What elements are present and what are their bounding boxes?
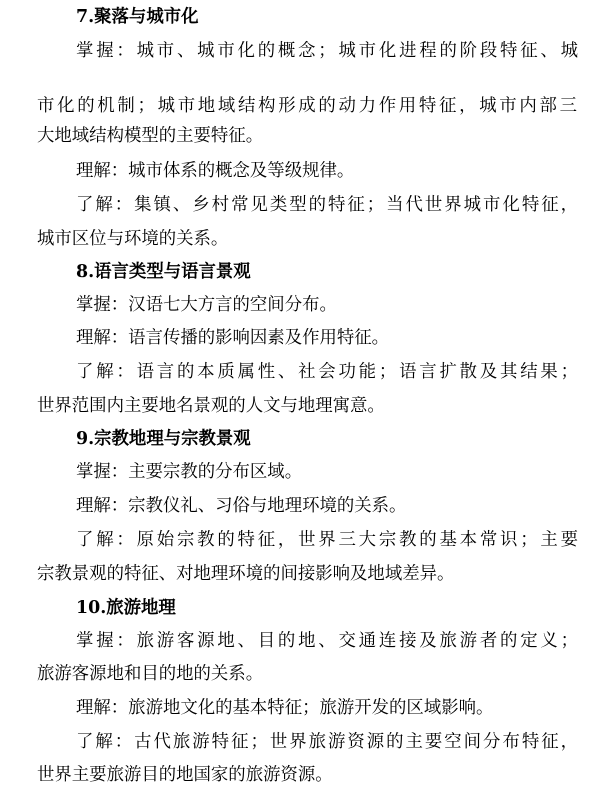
paragraph-line: 掌握：主要宗教的分布区域。 [76,462,303,482]
paragraph-line: 旅游客源地和目的地的关系。 [37,664,264,684]
paragraph-line: 了解：集镇、乡村常见类型的特征；当代世界城市化特征， [76,195,578,215]
paragraph-line: 大地域结构模型的主要特征。 [37,126,264,146]
paragraph-line: 掌握：旅游客源地、目的地、交通连接及旅游者的定义； [76,631,578,651]
section-heading: 9.宗教地理与宗教景观 [76,429,251,449]
paragraph-line: 宗教景观的特征、对地理环境的间接影响及地域差异。 [37,564,455,584]
paragraph-line: 世界范围内主要地名景观的人文与地理寓意。 [37,396,385,416]
paragraph-line: 世界主要旅游目的地国家的旅游资源。 [37,765,333,785]
paragraph-line: 理解：旅游地文化的基本特征；旅游开发的区域影响。 [76,698,494,718]
paragraph-line: 了解：语言的本质属性、社会功能；语言扩散及其结果； [76,362,578,382]
section-heading: 7.聚落与城市化 [76,7,199,27]
section-heading: 8.语言类型与语言景观 [76,262,251,282]
paragraph-line: 掌握：汉语七大方言的空间分布。 [76,295,337,315]
paragraph-line: 理解：城市体系的概念及等级规律。 [76,161,355,181]
paragraph-line: 城市区位与环境的关系。 [37,229,229,249]
paragraph-line: 理解：宗教仪礼、习俗与地理环境的关系。 [76,496,407,516]
paragraph-line: 市化的机制；城市地域结构形成的动力作用特征，城市内部三 [37,96,577,116]
paragraph-line: 掌握：城市、城市化的概念；城市化进程的阶段特征、城 [76,41,578,61]
paragraph-line: 理解：语言传播的影响因素及作用特征。 [76,328,390,348]
section-heading: 10.旅游地理 [76,598,176,618]
paragraph-line: 了解：原始宗教的特征，世界三大宗教的基本常识；主要 [76,530,578,550]
paragraph-line: 了解：古代旅游特征；世界旅游资源的主要空间分布特征， [76,732,578,752]
